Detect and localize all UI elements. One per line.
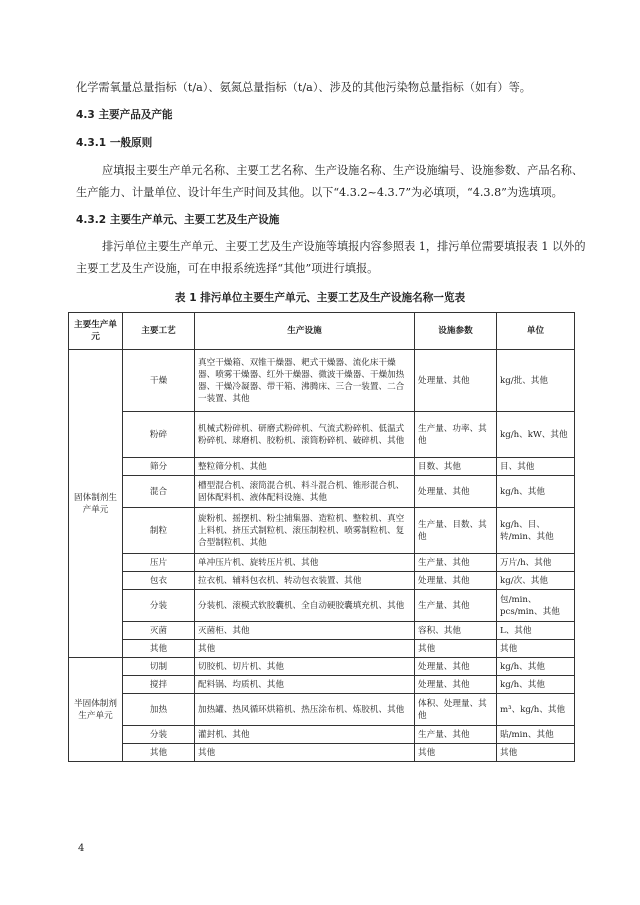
process-cell: 混合: [123, 476, 195, 508]
paragraph-text: 生产能力、计量单位、设计年生产时间及其他。以下“4.3.2~4.3.7”为必填项，“4.3.8”为选填项。: [76, 186, 563, 199]
table-caption: 表 1 排污单位主要生产单元、主要工艺及生产设施名称一览表: [174, 292, 466, 304]
param-cell: 处理量、其他: [415, 350, 497, 412]
unit-cell: kg/h、其他: [497, 658, 575, 676]
paragraph-text: 应填报主要生产单元名称、主要工艺名称、生产设施名称、生产设施编号、设施参数、产品名称、: [102, 164, 584, 177]
param-cell: 生产量、其他: [415, 554, 497, 572]
facility-cell: 切胶机、切片机、其他: [195, 658, 415, 676]
column-header: 单位: [497, 313, 575, 350]
facility-cell: 旋粉机、摇摆机、粉尘捕集器、造粒机、整粒机、真空上料机、挤压式制粒机、滚压制粒机、喷雾制粒机、复合型制粒机、其他: [195, 508, 415, 554]
param-cell: 生产量、其他: [415, 590, 497, 622]
facility-cell: 分装机、滚模式软胶囊机、全自动硬胶囊填充机、其他: [195, 590, 415, 622]
paragraph-text: 化学需氧量总量指标（t/a）、氨氮总量指标（t/a）、涉及的其他污染物总量指标（如有）等。: [76, 81, 531, 94]
param-cell: 处理量、其他: [415, 676, 497, 694]
facility-cell: 整粒筛分机、其他: [195, 458, 415, 476]
unit-cell: 貼/min、其他: [497, 726, 575, 744]
page-number: 4: [78, 843, 85, 854]
table-row: [69, 572, 575, 590]
unit-cell: 其他: [497, 744, 575, 762]
param-cell: 处理量、其他: [415, 476, 497, 508]
param-cell: 生产量、目数、其他: [415, 508, 497, 554]
unit-cell: kg/h、其他: [497, 676, 575, 694]
unit-cell: 其他: [497, 640, 575, 658]
facility-cell: 真空干燥箱、双锥干燥器、耙式干燥器、流化床干燥器、喷雾干燥器、红外干燥器、微波干燥器、干燥加热器、干燥冷凝器、带干箱、沸腾床、三合一装置、二合一装置、其他: [195, 350, 415, 412]
process-cell: 其他: [123, 640, 195, 658]
facility-cell: 灭菌柜、其他: [195, 622, 415, 640]
facility-cell: 灌封机、其他: [195, 726, 415, 744]
table-row: [69, 458, 575, 476]
table-row: [69, 590, 575, 622]
table-row: [69, 476, 575, 508]
paragraph-text: 主要工艺及生产设施，可在申报系统选择“其他”项进行填报。: [76, 262, 379, 275]
param-cell: 生产量、功率、其他: [415, 412, 497, 458]
param-cell: 体积、处理量、其他: [415, 694, 497, 726]
section-heading-4-3: 4.3 主要产品及产能: [76, 109, 173, 121]
unit-cell: kg/批、其他: [497, 350, 575, 412]
table-row: [69, 508, 575, 554]
facility-cell: 拉衣机、辅料包衣机、转动包衣装置、其他: [195, 572, 415, 590]
table-row: [69, 622, 575, 640]
process-cell: 制粒: [123, 508, 195, 554]
param-cell: 其他: [415, 744, 497, 762]
process-cell: 搅拌: [123, 676, 195, 694]
param-cell: 目数、其他: [415, 458, 497, 476]
table-row: [69, 350, 575, 412]
column-header: 生产设施: [195, 313, 415, 350]
table-row: [69, 676, 575, 694]
facility-cell: 加热罐、热风循环烘箱机、热压涂布机、炼胶机、其他: [195, 694, 415, 726]
unit-cell: 目、其他: [497, 458, 575, 476]
table-row: [69, 658, 575, 676]
process-cell: 分装: [123, 726, 195, 744]
facility-cell: 其他: [195, 640, 415, 658]
unit-cell: 包/min、pcs/min、其他: [497, 590, 575, 622]
process-cell: 加热: [123, 694, 195, 726]
param-cell: 其他: [415, 640, 497, 658]
table-row: [69, 554, 575, 572]
process-cell: 分装: [123, 590, 195, 622]
facility-cell: 槽型混合机、滚筒混合机、料斗混合机、锥形混合机、固体配料机、液体配料设施、其他: [195, 476, 415, 508]
param-cell: 处理量、其他: [415, 572, 497, 590]
unit-cell: kg/h、kW、其他: [497, 412, 575, 458]
facility-cell: 配料锅、均质机、其他: [195, 676, 415, 694]
facility-table: [68, 312, 575, 762]
facility-cell: 其他: [195, 744, 415, 762]
unit-cell: 万片/h、其他: [497, 554, 575, 572]
process-cell: 干燥: [123, 350, 195, 412]
table-row: [69, 744, 575, 762]
param-cell: 生产量、其他: [415, 726, 497, 744]
process-cell: 切制: [123, 658, 195, 676]
section-heading-4-3-1: 4.3.1 一般原则: [76, 137, 153, 149]
process-cell: 其他: [123, 744, 195, 762]
unit-cell: kg/h、其他: [497, 476, 575, 508]
production-unit-cell: 半固体制剂生产单元: [69, 658, 123, 762]
table-row: [69, 412, 575, 458]
facility-cell: 机械式粉碎机、研磨式粉碎机、气流式粉碎机、低温式粉碎机、球磨机、胶粉机、滚筒粉碎机、破碎机、其他: [195, 412, 415, 458]
column-header: 主要工艺: [123, 313, 195, 350]
column-header: 主要生产单元: [69, 313, 123, 350]
process-cell: 压片: [123, 554, 195, 572]
unit-cell: L、其他: [497, 622, 575, 640]
table-header-row: [69, 313, 575, 350]
production-unit-cell: 固体制剂生产单元: [69, 350, 123, 658]
process-cell: 灭菌: [123, 622, 195, 640]
unit-cell: kg/h、目、转/min、其他: [497, 508, 575, 554]
table-row: [69, 726, 575, 744]
table-row: [69, 694, 575, 726]
column-header: 设施参数: [415, 313, 497, 350]
unit-cell: m³、kg/h、其他: [497, 694, 575, 726]
process-cell: 包衣: [123, 572, 195, 590]
table-row: [69, 640, 575, 658]
process-cell: 粉碎: [123, 412, 195, 458]
facility-cell: 单冲压片机、旋转压片机、其他: [195, 554, 415, 572]
section-heading-4-3-2: 4.3.2 主要生产单元、主要工艺及生产设施: [76, 214, 280, 226]
process-cell: 筛分: [123, 458, 195, 476]
paragraph-text: 排污单位主要生产单元、主要工艺及生产设施等填报内容参照表 1，排污单位需要填报表 1 以外的: [102, 240, 586, 253]
unit-cell: kg/次、其他: [497, 572, 575, 590]
param-cell: 容积、其他: [415, 622, 497, 640]
param-cell: 处理量、其他: [415, 658, 497, 676]
